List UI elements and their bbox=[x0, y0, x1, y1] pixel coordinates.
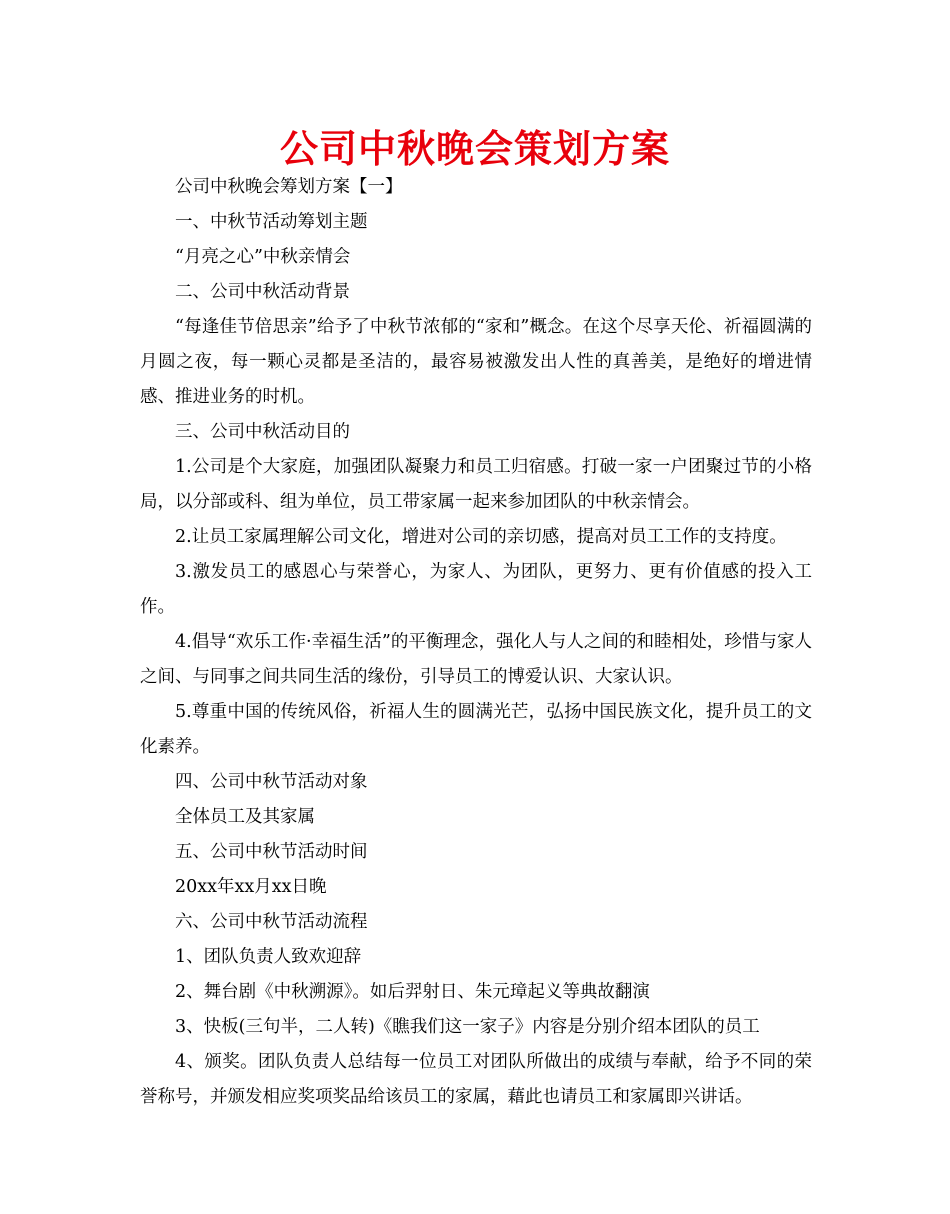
paragraph-section-background: 二、公司中秋活动背景 bbox=[175, 282, 350, 302]
paragraph-purpose-3: 3.激发员工的感恩心与荣誉心，为家人、为团队，更努力、更有价值感的投入工作。 bbox=[140, 562, 812, 617]
paragraph-plan-heading: 公司中秋晚会筹划方案【一】 bbox=[175, 177, 403, 197]
paragraph-audience-text: 全体员工及其家属 bbox=[175, 807, 315, 827]
document-body bbox=[140, 170, 812, 1115]
paragraph-purpose-4: 4.倡导“欢乐工作·幸福生活”的平衡理念，强化人与人之间的和睦相处，珍惜与家人之间、与同事之间共同生活的缘份，引导员工的博爱认识、大家认识。 bbox=[140, 632, 812, 687]
paragraph-time-text: 20xx年xx月xx日晚 bbox=[175, 877, 327, 897]
paragraph-section-purpose: 三、公司中秋活动目的 bbox=[175, 422, 350, 442]
paragraph-purpose-2: 2.让员工家属理解公司文化，增进对公司的亲切感，提高对员工工作的支持度。 bbox=[175, 527, 787, 547]
paragraph-theme-name: “月亮之心”中秋亲情会 bbox=[175, 247, 351, 267]
paragraph-background-text: “每逢佳节倍思亲”给予了中秋节浓郁的“家和”概念。在这个尽享天伦、祈福圆满的月圆之夜，每一颗心灵都是圣洁的，最容易被激发出人性的真善美，是绝好的增进情感、推进业务的时机。 bbox=[140, 317, 812, 407]
paragraph-process-3: 3、快板(三句半，二人转)《瞧我们这一家子》内容是分别介绍本团队的员工 bbox=[175, 1017, 760, 1037]
paragraph-process-1: 1、团队负责人致欢迎辞 bbox=[175, 947, 362, 967]
paragraph-process-4: 4、颁奖。团队负责人总结每一位员工对团队所做出的成绩与奉献，给予不同的荣誉称号，并颁发相应奖项奖品给该员工的家属，藉此也请员工和家属即兴讲话。 bbox=[140, 1052, 812, 1107]
paragraph-purpose-5: 5.尊重中国的传统风俗，祈福人生的圆满光芒，弘扬中国民族文化，提升员工的文化素养。 bbox=[140, 702, 812, 757]
paragraph-section-time: 五、公司中秋节活动时间 bbox=[175, 842, 368, 862]
page-title: 公司中秋晚会策划方案 bbox=[279, 127, 670, 171]
paragraph-purpose-1: 1.公司是个大家庭，加强团队凝聚力和员工归宿感。打破一家一户团聚过节的小格局，以分部或科、组为单位，员工带家属一起来参加团队的中秋亲情会。 bbox=[140, 457, 812, 512]
paragraph-section-process: 六、公司中秋节活动流程 bbox=[175, 912, 368, 932]
paragraph-section-audience: 四、公司中秋节活动对象 bbox=[175, 772, 368, 792]
paragraph-process-2: 2、舞台剧《中秋溯源》。如后羿射日、朱元璋起义等典故翻演 bbox=[175, 982, 650, 1002]
paragraph-section-theme: 一、中秋节活动筹划主题 bbox=[175, 212, 368, 232]
